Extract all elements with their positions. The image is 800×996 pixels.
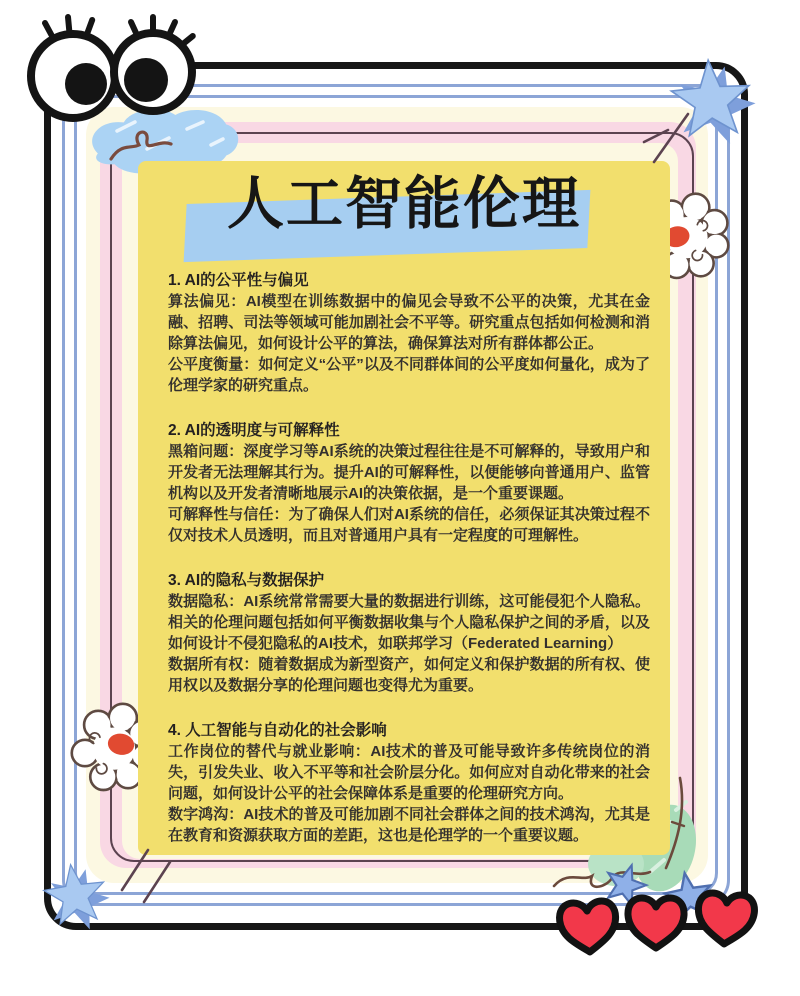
section-paragraph: 数据所有权：随着数据成为新型资产，如何定义和保护数据的所有权、使用权以及数据分享的伦理问题也变得尤为重要。 xyxy=(168,656,650,694)
section-paragraph: 工作岗位的替代与就业影响：AI技术的普及可能导致许多传统岗位的消失，引发失业、收入不平等和社会阶层分化。如何应对自动化带来的社会问题，如何设计公平的社会保障体系是重要的伦理研究方向。 xyxy=(168,743,650,802)
heart-icon xyxy=(548,884,774,966)
section-heading: 2. AI的透明度与可解释性 xyxy=(168,422,340,439)
page-title: 人工智能伦理 xyxy=(227,172,581,236)
star-icon xyxy=(662,52,760,150)
section-privacy xyxy=(168,570,650,696)
section-transparency xyxy=(168,420,650,546)
section-paragraph: 可解释性与信任：为了确保人们对AI系统的信任，必须保证其决策过程不仅对技术人员透明，而且对普通用户具有一定程度的可理解性。 xyxy=(168,506,650,544)
section-fairness xyxy=(168,270,650,396)
section-paragraph: 数字鸿沟：AI技术的普及可能加剧不同社会群体之间的技术鸿沟，尤其是在教育和资源获取方面的差距，这也是伦理学的一个重要议题。 xyxy=(168,806,650,844)
section-heading: 1. AI的公平性与偏见 xyxy=(168,272,309,289)
section-paragraph: 数据隐私：AI系统常常需要大量的数据进行训练，这可能侵犯个人隐私。相关的伦理问题包括如何平衡数据收集与个人隐私保护之间的矛盾，以及如何设计不侵犯隐私的AI技术，如联邦学习（Federated Learning） xyxy=(168,593,650,652)
body-text xyxy=(168,270,650,870)
section-heading: 3. AI的隐私与数据保护 xyxy=(168,572,325,589)
section-paragraph: 公平度衡量：如何定义“公平”以及不同群体间的公平度如何量化，成为了伦理学家的研究重点。 xyxy=(168,356,650,394)
googly-eyes-icon xyxy=(18,14,208,144)
section-paragraph: 算法偏见：AI模型在训练数据中的偏见会导致不公平的决策，尤其在金融、招聘、司法等领域可能加剧社会不平等。研究重点包括如何检测和消除算法偏见，如何设计公平的算法，确保算法对所有群体都公正。 xyxy=(168,293,650,352)
star-icon xyxy=(36,858,114,934)
section-paragraph: 黑箱问题：深度学习等AI系统的决策过程往往是不可解释的，导致用户和开发者无法理解其行为。提升AI的可解释性，以便能够向普通用户、监管机构以及开发者清晰地展示AI的决策依据，是一个重要课题。 xyxy=(168,443,650,502)
accent-ticks-icon xyxy=(112,846,174,908)
content-card xyxy=(138,161,670,855)
section-heading: 4. 人工智能与自动化的社会影响 xyxy=(168,722,387,739)
section-social-impact xyxy=(168,720,650,846)
